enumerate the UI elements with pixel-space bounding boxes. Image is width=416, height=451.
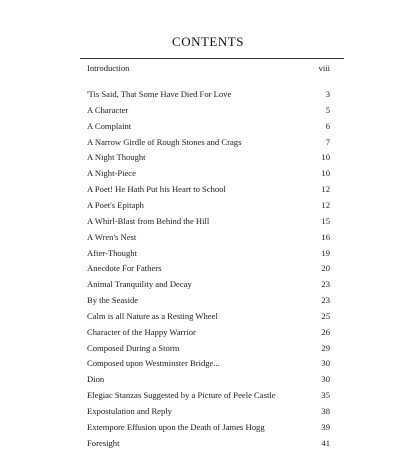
toc-entry-page: 19: [321, 247, 330, 258]
toc-entry-page: 30: [321, 358, 330, 369]
toc-entry-page: 16: [321, 231, 330, 242]
toc-entry-page: 41: [321, 437, 330, 448]
toc-entry-page: 10: [321, 168, 330, 179]
toc-entry-title: A Poet! He Hath Put his Heart to School: [87, 184, 226, 195]
toc-entry-row[interactable]: [87, 197, 330, 213]
toc-entry-page: 26: [321, 326, 330, 337]
toc-entry-row[interactable]: [87, 260, 330, 276]
toc-entry-title: Anecdote For Fathers: [87, 263, 162, 274]
toc-entry-row[interactable]: [87, 371, 330, 387]
toc-entry-page: 15: [321, 215, 330, 226]
toc-entry-row[interactable]: [87, 292, 330, 308]
toc-entry-title: A Night-Piece: [87, 168, 136, 179]
toc-entry-title: Introduction: [87, 63, 130, 73]
toc-entry-row[interactable]: [87, 387, 330, 403]
toc-entry-row[interactable]: [87, 355, 330, 371]
toc-entry-title: Composed upon Westminster Bridge...: [87, 358, 220, 369]
toc-entry-title: Composed During a Storm: [87, 342, 180, 353]
toc-entry-title: A Poet's Epitaph: [87, 199, 144, 210]
toc-entry-row[interactable]: [87, 118, 330, 134]
toc-entry-row[interactable]: [87, 245, 330, 261]
toc-entry-title: A Night Thought: [87, 152, 146, 163]
toc-entry-title: A Character: [87, 104, 129, 115]
toc-entry-title: Elegiac Stanzas Suggested by a Picture of Peele Castle: [87, 390, 276, 401]
toc-entry-page: 7: [325, 136, 330, 147]
toc-entry-page: 23: [321, 295, 330, 305]
toc-entry-page: 35: [321, 390, 330, 401]
toc-intro-row[interactable]: [87, 60, 330, 76]
toc-entry-title: 'Tis Said, That Some Have Died For Love: [87, 89, 232, 99]
toc-entry-title: After-Thought: [87, 247, 137, 258]
toc-entry-row[interactable]: [87, 102, 330, 118]
toc-entry-page: 12: [321, 199, 330, 210]
toc-entry-row[interactable]: [87, 134, 330, 150]
toc-entry-page: 38: [321, 406, 330, 416]
toc-entry-title: A Wren's Nest: [87, 231, 137, 242]
toc-entry-page: 6: [325, 120, 330, 131]
page-title: CONTENTS: [172, 34, 244, 49]
toc-entry-row[interactable]: [87, 149, 330, 165]
toc-entry-page: 25: [321, 310, 330, 321]
toc-entry-title: A Whirl-Blast from Behind the Hill: [87, 215, 210, 226]
toc-entry-page: 29: [321, 342, 330, 353]
toc-entry-row[interactable]: [87, 229, 330, 245]
toc-entry-row[interactable]: [87, 276, 330, 292]
toc-entry-page: 39: [321, 421, 330, 432]
toc-entry-page: 30: [321, 374, 330, 385]
title-rule: [80, 58, 344, 59]
toc-entry-page: 5: [325, 104, 330, 115]
toc-entry-page: viii: [318, 63, 330, 73]
toc-entry-title: Expostulation and Reply: [87, 406, 172, 416]
toc-entry-title: A Narrow Girdle of Rough Stones and Crags: [87, 136, 242, 147]
toc-entry-row[interactable]: [87, 181, 330, 197]
toc-entry-title: Animal Tranquility and Decay: [87, 279, 192, 290]
toc-entry-title: Extempore Effusion upon the Death of James Hogg: [87, 421, 265, 432]
toc-entry-row[interactable]: [87, 419, 330, 435]
toc-entry-row[interactable]: [87, 165, 330, 181]
toc-entry-row[interactable]: [87, 213, 330, 229]
toc-entry-page: 23: [321, 279, 330, 290]
toc-entry-row[interactable]: [87, 403, 330, 419]
toc-entry-page: 3: [325, 89, 330, 99]
toc-entry-title: Dion: [87, 374, 105, 385]
toc-entry-title: Foresight: [87, 437, 120, 448]
toc-entry-title: Character of the Happy Warrior: [87, 326, 196, 337]
toc-entry-title: Calm is all Nature as a Resting Wheel: [87, 310, 218, 321]
toc-entry-row[interactable]: [87, 308, 330, 324]
toc-entry-row[interactable]: [87, 340, 330, 356]
toc-entry-title: By the Seaside: [87, 295, 139, 305]
toc-entry-title: A Complaint: [87, 120, 132, 131]
toc-entry-page: 20: [321, 263, 330, 274]
toc-entry-page: 10: [321, 152, 330, 163]
toc-entry-row[interactable]: [87, 324, 330, 340]
toc-entry-page: 12: [321, 184, 330, 195]
toc-entry-row[interactable]: [87, 435, 330, 451]
toc-entry-row[interactable]: [87, 86, 330, 102]
